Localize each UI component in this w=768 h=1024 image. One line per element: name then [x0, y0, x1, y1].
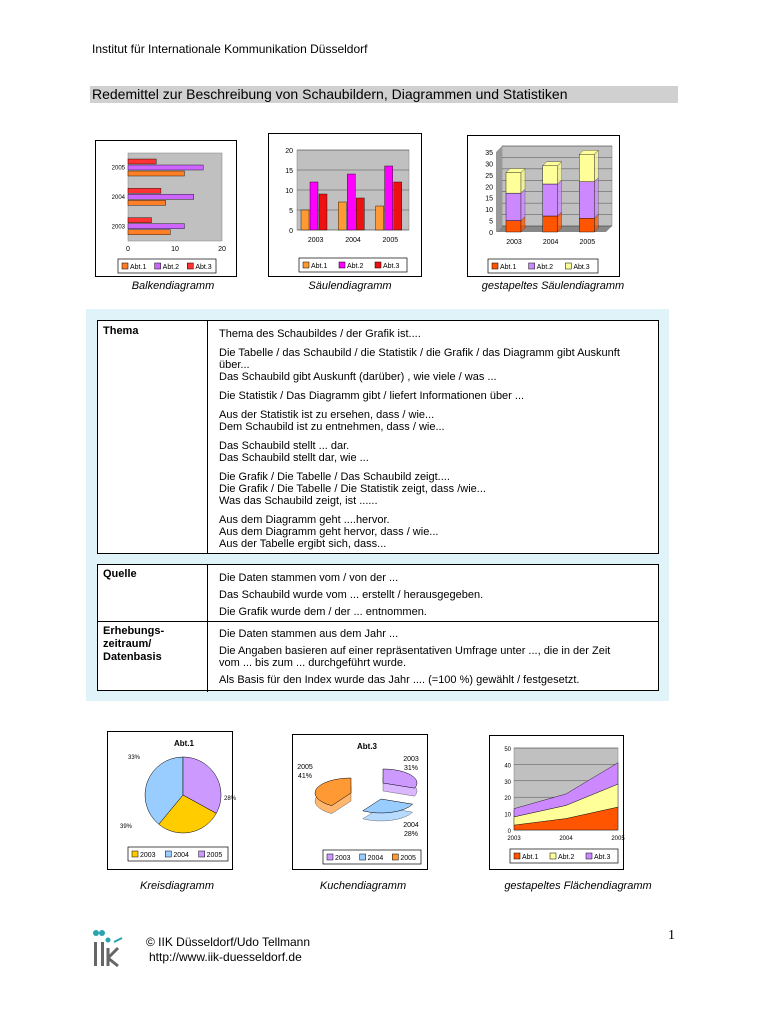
erhebung-label: [98, 622, 208, 692]
bar: [394, 182, 402, 230]
legend-label: 2004: [367, 855, 384, 862]
legend-swatch: [565, 263, 571, 269]
stacked-bar: [543, 216, 558, 232]
legend-label: Abt.3: [383, 263, 400, 270]
bar: [128, 171, 184, 176]
iik-logo-icon: [92, 928, 132, 970]
bar: [319, 194, 327, 230]
bar-chart-horizontal: [95, 140, 237, 277]
stacked-bar: [579, 218, 594, 232]
tick-label: 5: [289, 208, 293, 215]
tick-label: 10: [171, 246, 179, 253]
erhebung-label-line-2: zeitraum/: [103, 638, 152, 650]
tick-label: 20: [485, 184, 493, 192]
data-label: 2005: [297, 764, 313, 771]
tick-label: 2003: [506, 239, 522, 246]
copyright-text: © IIK Düsseldorf/Udo Tellmann: [146, 935, 311, 949]
erhebung-label-line-3: Datenbasis: [103, 651, 162, 663]
quelle-erhebung-table: [97, 564, 659, 691]
phrase-line: Thema des Schaubildes / der Grafik ist....: [219, 328, 421, 340]
tick-label: 0: [126, 246, 130, 253]
tick-label: 10: [285, 188, 293, 195]
tick-label: 2004: [559, 836, 573, 842]
stacked-bar: [543, 184, 558, 216]
stacked-column-chart: [467, 135, 620, 277]
phrase-line: Dem Schaubild ist zu entnehmen, dass / wie...: [219, 421, 445, 433]
tick-label: 40: [504, 763, 511, 770]
legend-label: 2003: [140, 852, 156, 859]
stacked-bar-side: [594, 150, 598, 181]
quelle-phrases: [219, 572, 483, 623]
legend-swatch: [492, 263, 498, 269]
legend-label: Abt.3: [195, 264, 212, 271]
phrase-line: Das Schaubild stellt ... dar.: [219, 440, 350, 452]
legend-swatch: [529, 263, 535, 269]
phrase-line: über...: [219, 359, 250, 371]
tick-label: 15: [485, 195, 493, 203]
stacked-bar-side: [521, 189, 525, 220]
data-label: 39%: [120, 824, 133, 830]
legend-label: Abt.2: [347, 263, 364, 270]
phrase-line: Aus dem Diagramm geht ....hervor.: [219, 514, 390, 526]
phrase-line: Was das Schaubild zeigt, ist ......: [219, 495, 378, 507]
tick-label: 2004: [111, 195, 125, 201]
bar: [338, 202, 346, 230]
caption-kuchendiagramm: Kuchendiagramm: [319, 880, 407, 892]
phrase-line: vom ... bis zum ... durchgeführt wurde.: [219, 657, 407, 669]
legend-label: Abt.3: [594, 854, 611, 861]
bar: [128, 194, 194, 199]
tick-label: 2004: [542, 239, 559, 246]
tick-label: 0: [507, 829, 511, 835]
phrase-line: Das Schaubild wurde vom ... erstellt / herausgegeben.: [219, 589, 484, 601]
phrase-line: Das Schaubild stellt dar, wie ...: [219, 452, 369, 464]
phrase-line: Die Angaben basieren auf einer repräsentativen Umfrage unter ..., die in der Zeit: [219, 645, 611, 657]
tick-label: 5: [489, 218, 493, 226]
legend-swatch: [339, 262, 345, 268]
phrase-line: Die Tabelle / das Schaubild / die Statistik / die Grafik / das Diagramm gibt Auskunft: [219, 347, 620, 359]
caption-kreisdiagramm: Kreisdiagramm: [140, 880, 214, 892]
caption-saeulendiagramm: Säulendiagramm: [308, 280, 392, 292]
legend-label: 2004: [173, 852, 189, 859]
tick-label: 2003: [111, 224, 125, 231]
bar: [128, 165, 203, 170]
legend-label: Abt.2: [162, 264, 180, 271]
legend-label: 2003: [335, 855, 351, 862]
column-chart: [268, 133, 422, 277]
tick-label: 10: [485, 207, 493, 215]
tick-label: 25: [485, 172, 493, 180]
bar: [128, 188, 161, 193]
tick-label: 2003: [507, 836, 521, 842]
legend-swatch: [550, 853, 556, 859]
thema-label: Thema: [98, 321, 208, 553]
data-label: 2004: [403, 822, 419, 829]
tick-label: 10: [504, 812, 511, 819]
legend-label: Abt.1: [311, 263, 328, 270]
bar: [128, 218, 152, 223]
quelle-label: Quelle: [98, 565, 208, 622]
phrase-line: Aus dem Diagramm geht hervor, dass / wie...: [219, 526, 439, 538]
phrase-line: Die Grafik wurde dem / der ... entnommen.: [219, 606, 427, 618]
stacked-bar: [579, 154, 594, 181]
legend-swatch: [132, 851, 138, 857]
tick-label: 30: [485, 161, 493, 169]
tick-label: 20: [504, 796, 511, 803]
data-label: 31%: [403, 765, 419, 772]
pie-chart: [107, 731, 236, 870]
tick-label: 20: [218, 246, 226, 253]
data-label: 2003: [403, 756, 419, 763]
tick-label: 2005: [611, 836, 625, 842]
stacked-bar: [506, 221, 521, 232]
plot-wall: [496, 146, 502, 232]
legend-swatch: [392, 854, 398, 860]
legend-swatch: [165, 851, 171, 857]
tick-label: 2003: [307, 237, 324, 244]
stacked-bar-side: [558, 180, 562, 216]
chart-title: Abt.3: [357, 742, 377, 751]
legend-label: 2005: [206, 852, 223, 859]
legend-swatch: [360, 854, 366, 860]
legend-swatch: [122, 263, 128, 269]
phrase-line: Die Statistik / Das Diagramm gibt / liefert Informationen über ...: [219, 390, 525, 402]
legend-swatch: [514, 853, 520, 859]
legend-label: 2005: [400, 855, 416, 862]
phrase-line: Die Grafik / Die Tabelle / Die Statistik zeigt, dass /wie...: [219, 483, 486, 495]
caption-balkendiagramm: Balkendiagramm: [131, 280, 215, 292]
thema-table: [97, 320, 659, 554]
legend-label: Abt.1: [130, 264, 147, 271]
data-label: 41%: [297, 773, 313, 780]
caption-gestapeltes-flaechendiagramm: gestapeltes Flächendiagramm: [504, 880, 652, 892]
bar: [310, 182, 318, 230]
stacked-bar-side: [594, 178, 598, 219]
phrase-line: Die Daten stammen aus dem Jahr ...: [219, 628, 399, 640]
stacked-bar: [506, 193, 521, 220]
legend-swatch: [375, 262, 381, 268]
stacked-area-chart: [489, 735, 624, 870]
bar: [128, 230, 170, 235]
phrase-line: Das Schaubild gibt Auskunft (darüber) , wie viele / was ...: [219, 371, 497, 383]
stacked-bar-side: [521, 169, 525, 194]
legend-swatch: [303, 262, 309, 268]
tick-label: 15: [285, 168, 293, 175]
phrase-line: Aus der Statistik ist zu ersehen, dass / wie...: [219, 409, 435, 421]
legend-label: Abt.2: [558, 854, 575, 861]
data-label: 28%: [223, 796, 236, 802]
chart-title: Abt.1: [174, 739, 194, 748]
tick-label: 35: [485, 150, 493, 157]
tick-label: 2004: [345, 237, 361, 244]
document-title: Redemittel zur Beschreibung von Schaubildern, Diagrammen und Statistiken: [92, 86, 568, 102]
bar: [376, 206, 384, 230]
tick-label: 2005: [579, 239, 596, 246]
bar: [385, 166, 393, 230]
phrase-line: Aus der Tabelle ergibt sich, dass...: [219, 538, 387, 550]
website-link[interactable]: http://www.iik-duesseldorf.de: [149, 950, 302, 964]
exploded-pie-chart: [292, 734, 428, 870]
phrase-line: Die Daten stammen vom / von der ...: [219, 572, 399, 584]
data-label: 33%: [128, 755, 141, 761]
thema-phrases: [219, 328, 620, 557]
tick-label: 0: [289, 228, 293, 235]
stacked-bar: [579, 182, 594, 219]
tick-label: 2005: [111, 165, 125, 172]
bar: [128, 224, 184, 229]
legend-swatch: [199, 851, 205, 857]
phrase-line: Als Basis für den Index wurde das Jahr .... (=100 %) gewählt / festgesetzt.: [219, 674, 580, 686]
erhebung-label-line-1: Erhebungs-: [103, 625, 165, 637]
legend-label: Abt.2: [536, 264, 554, 271]
phrase-line: Die Grafik / Die Tabelle / Das Schaubild zeigt....: [219, 471, 450, 483]
bar: [356, 198, 364, 230]
tick-label: 50: [504, 747, 511, 753]
page-number: 1: [668, 928, 675, 943]
legend-label: Abt.1: [522, 854, 539, 861]
bar: [301, 210, 309, 230]
legend-swatch: [187, 263, 193, 269]
tick-label: 0: [489, 230, 493, 237]
tick-label: 20: [285, 148, 293, 155]
caption-gestapeltes-saeulendiagramm: gestapeltes Säulendiagramm: [481, 280, 625, 292]
legend-swatch: [155, 263, 161, 269]
data-label: 28%: [403, 831, 419, 838]
legend-swatch: [586, 853, 592, 859]
institute-name: Institut für Internationale Kommunikation Düsseldorf: [92, 42, 368, 56]
tick-label: 2005: [382, 237, 399, 244]
bar: [128, 159, 156, 164]
legend-label: Abt.3: [573, 264, 590, 271]
bar: [347, 174, 355, 230]
bar: [128, 200, 166, 205]
stacked-bar: [506, 173, 521, 194]
legend-label: Abt.1: [500, 264, 517, 271]
legend-swatch: [327, 854, 333, 860]
erhebung-phrases: [219, 628, 610, 691]
stacked-bar: [543, 166, 558, 184]
tick-label: 30: [504, 779, 511, 786]
